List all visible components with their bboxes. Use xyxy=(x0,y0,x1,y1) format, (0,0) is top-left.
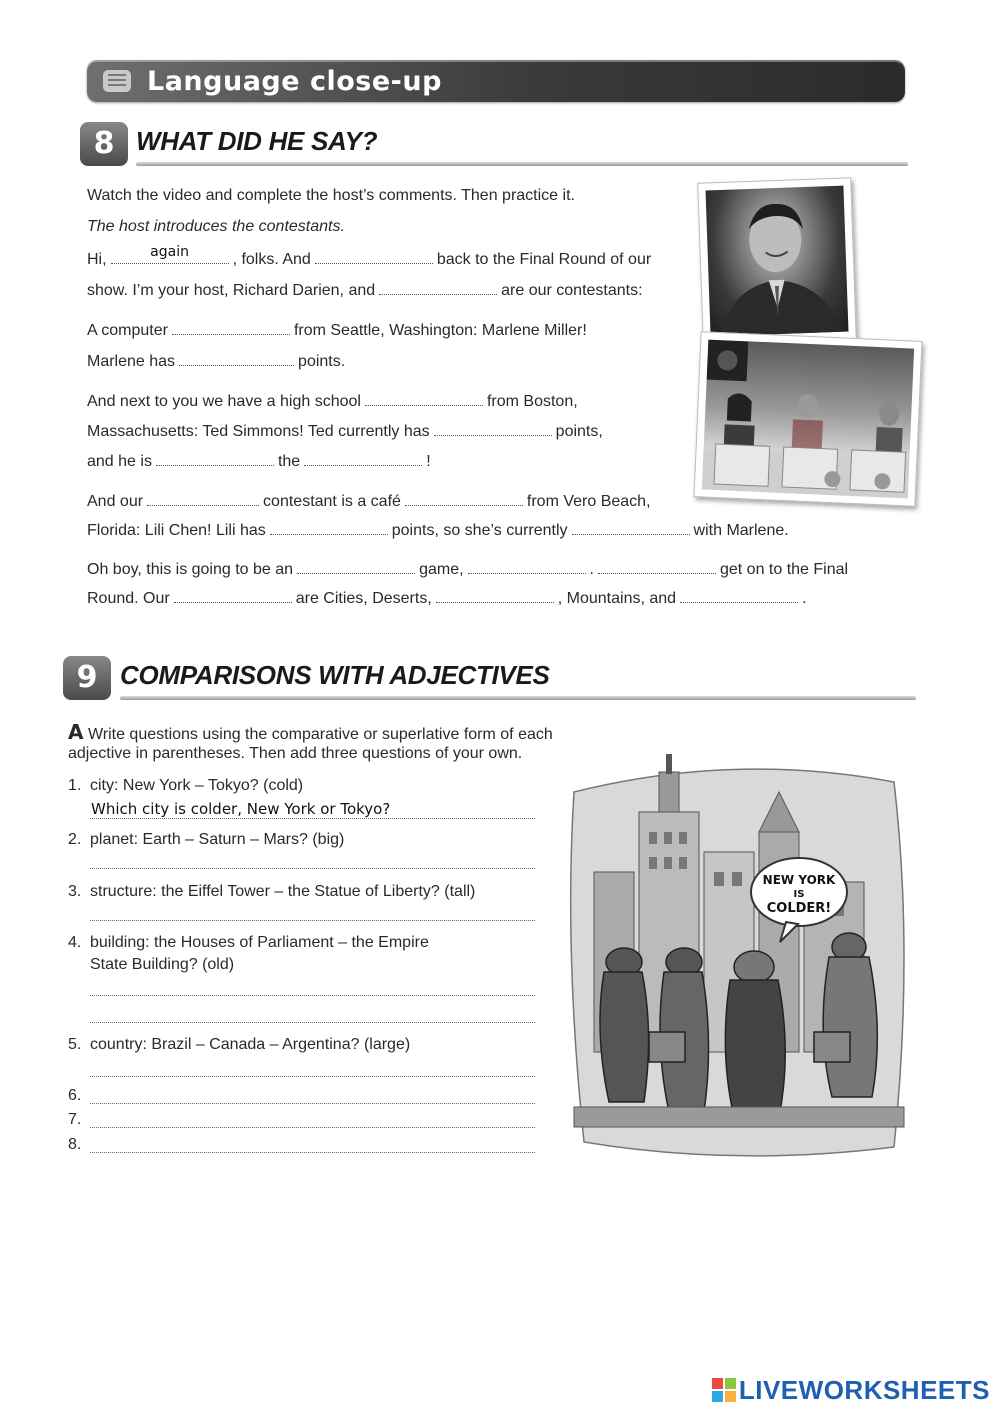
blank-3[interactable] xyxy=(379,279,497,295)
bubble-line-3: COLDER! xyxy=(766,901,832,916)
banner-title: Language close-up xyxy=(147,66,442,97)
blank-17[interactable] xyxy=(174,587,292,603)
blank-9[interactable] xyxy=(304,450,422,466)
host-photo xyxy=(697,177,857,344)
dialogue-line-10: Oh boy, this is going to be an game, . get on to the Final xyxy=(87,558,848,580)
dialogue-line-2: show. I’m your host, Richard Darien, and are our contestants: xyxy=(87,279,643,301)
answer-line-6[interactable] xyxy=(90,1102,535,1104)
answer-line-4a[interactable] xyxy=(90,994,535,996)
liveworksheets-icon xyxy=(712,1378,736,1402)
question-8-number: 8. xyxy=(68,1136,82,1153)
blank-8[interactable] xyxy=(156,450,274,466)
answer-line-5[interactable] xyxy=(90,1075,535,1077)
answer-line-4b[interactable] xyxy=(90,1021,535,1023)
section-8-subtitle: The host introduces the contestants. xyxy=(87,218,345,235)
contestants-photo xyxy=(693,331,922,507)
blank-18[interactable] xyxy=(436,587,554,603)
part-a-label: A xyxy=(68,720,84,744)
section-9-header xyxy=(63,656,916,700)
liveworksheets-logo xyxy=(712,1375,990,1405)
blank-2[interactable] xyxy=(315,248,433,264)
dialogue-line-1: Hi, again , folks. And back to the Final Round of our xyxy=(87,244,652,268)
blank-7[interactable] xyxy=(434,420,552,436)
blank-6[interactable] xyxy=(365,390,483,406)
question-1-answer: Which city is colder, New York or Tokyo? xyxy=(91,800,391,818)
dialogue-line-8: And our contestant is a café from Vero Beach, xyxy=(87,490,651,512)
question-4-text-cont: State Building? (old) xyxy=(90,956,235,973)
section-9-number: 9 xyxy=(63,656,111,700)
cartoon-illustration xyxy=(554,752,916,1162)
section-9-title: COMPARISONS WITH ADJECTIVES xyxy=(120,660,550,690)
liveworksheets-text: LIVEWORKSHEETS xyxy=(738,1374,990,1405)
question-3-number: 3. xyxy=(68,883,82,900)
answer-line-8[interactable] xyxy=(90,1151,535,1153)
dialogue-line-9: Florida: Lili Chen! Lili has points, so she’s currently with Marlene. xyxy=(87,519,789,541)
question-5-text: country: Brazil – Canada – Argentina? (large) xyxy=(90,1036,411,1053)
blank-14[interactable] xyxy=(297,558,415,574)
section-8-number: 8 xyxy=(80,122,128,166)
answer-line-1[interactable] xyxy=(90,817,535,819)
section-8-header xyxy=(80,122,908,166)
question-4-number: 4. xyxy=(68,934,82,951)
answer-line-3[interactable] xyxy=(90,919,535,921)
question-1-number: 1. xyxy=(68,777,82,794)
blank-12[interactable] xyxy=(270,519,388,535)
section-8-instruction: Watch the video and complete the host’s comments. Then practice it. xyxy=(87,187,575,204)
blank-10[interactable] xyxy=(147,490,259,506)
section-8-rule xyxy=(136,162,908,166)
question-7-number: 7. xyxy=(68,1111,82,1128)
bubble-line-2: IS xyxy=(793,889,805,900)
dialogue-line-7: and he is the ! xyxy=(87,450,431,472)
question-6-number: 6. xyxy=(68,1087,82,1104)
blank-15[interactable] xyxy=(468,558,586,574)
question-2-number: 2. xyxy=(68,831,82,848)
bubble-line-1: NEW YORK xyxy=(762,873,836,887)
question-3-text: structure: the Eiffel Tower – the Statue of Liberty? (tall) xyxy=(90,883,476,900)
dialogue-line-4: Marlene has points. xyxy=(87,350,345,372)
blank-19[interactable] xyxy=(680,587,798,603)
dialogue-line-6: Massachusetts: Ted Simmons! Ted currently has points, xyxy=(87,420,603,442)
header-banner xyxy=(87,60,905,102)
section-9-rule xyxy=(120,696,916,700)
answer-line-7[interactable] xyxy=(90,1126,535,1128)
blank-5[interactable] xyxy=(179,350,294,366)
question-4-text: building: the Houses of Parliament – the Empire xyxy=(90,934,429,951)
blank-1[interactable]: again xyxy=(111,248,229,264)
section-8-title: WHAT DID HE SAY? xyxy=(136,126,378,156)
menu-icon xyxy=(103,70,131,92)
dialogue-line-3: A computer from Seattle, Washington: Marlene Miller! xyxy=(87,319,587,341)
question-5-number: 5. xyxy=(68,1036,82,1053)
dialogue-line-11: Round. Our are Cities, Deserts, , Mountains, and . xyxy=(87,587,807,609)
question-2-text: planet: Earth – Saturn – Mars? (big) xyxy=(90,831,345,848)
dialogue-line-5: And next to you we have a high school from Boston, xyxy=(87,390,578,412)
section-9-instruction-1: A Write questions using the comparative or superlative form of each xyxy=(68,720,553,744)
blank-4[interactable] xyxy=(172,319,290,335)
blank-16[interactable] xyxy=(598,558,716,574)
blank-13[interactable] xyxy=(572,519,690,535)
answer-line-2[interactable] xyxy=(90,867,535,869)
section-9-instruction-2: adjective in parentheses. Then add three questions of your own. xyxy=(68,745,523,762)
blank-11[interactable] xyxy=(405,490,523,506)
question-1-text: city: New York – Tokyo? (cold) xyxy=(90,777,304,794)
